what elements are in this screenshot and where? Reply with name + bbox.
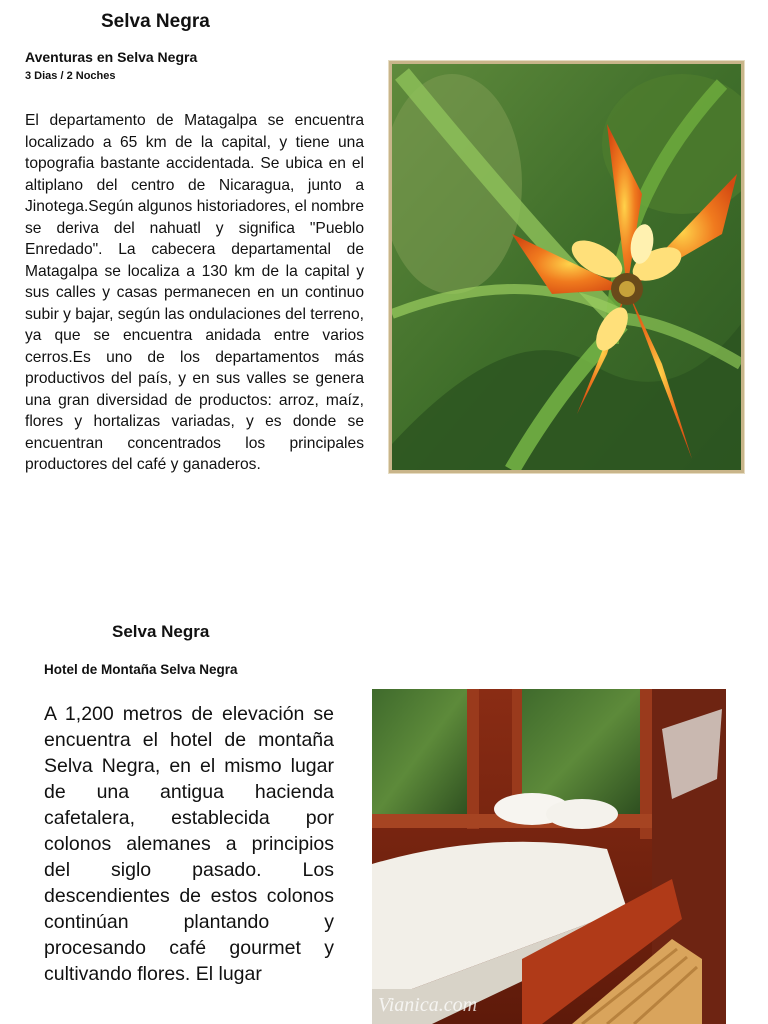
flower-illustration (392, 64, 741, 470)
section1-title: Selva Negra (101, 11, 210, 32)
watermark-text: Vianica.com (378, 994, 478, 1016)
section2-subtitle: Hotel de Montaña Selva Negra (44, 662, 238, 677)
hotel-room-illustration (372, 689, 726, 1024)
section2-title: Selva Negra (112, 622, 210, 641)
hotel-room-photo (372, 689, 726, 1024)
section2-paragraph: A 1,200 metros de elevación se encuentra el hotel de montaña Selva Negra, en el mismo lugar de una antigua hacienda cafetalera, establecida por colonos alemanes a principios del siglo pasado. Los descendientes de estos colonos continúan plantando y procesando café gourmet y cultivando flores. El lugar (44, 703, 334, 985)
section1-paragraph: El departamento de Matagalpa se encuentra localizado a 65 km de la capital, y tiene una topografia bastante accidentada. Se ubica en el altiplano del centro de Nicaragua, junto a Jinotega.Según algunos historiadores, el nombre se deriva del nahuatl y significa "Pueblo Enredado". La cabecera departamental de Matagalpa se localiza a 130 km de la capital y sus calles y casas permanecen en un continuo subir y bajar, según las ondulaciones del terreno, ya que se encuentra anidada entre varios cerros.Es uno de los departamentos más productivos del país, y en sus valles se genera una gran diversidad de productos: arroz, maíz, flores y hortalizas variadas, y es donde se encuentran concentrados los principales productores del café y ganaderos. (25, 112, 364, 473)
section1-subtitle: Aventuras en Selva Negra (25, 49, 198, 65)
section1-duration: 3 Dias / 2 Noches (25, 70, 116, 82)
flower-photo (389, 61, 744, 473)
